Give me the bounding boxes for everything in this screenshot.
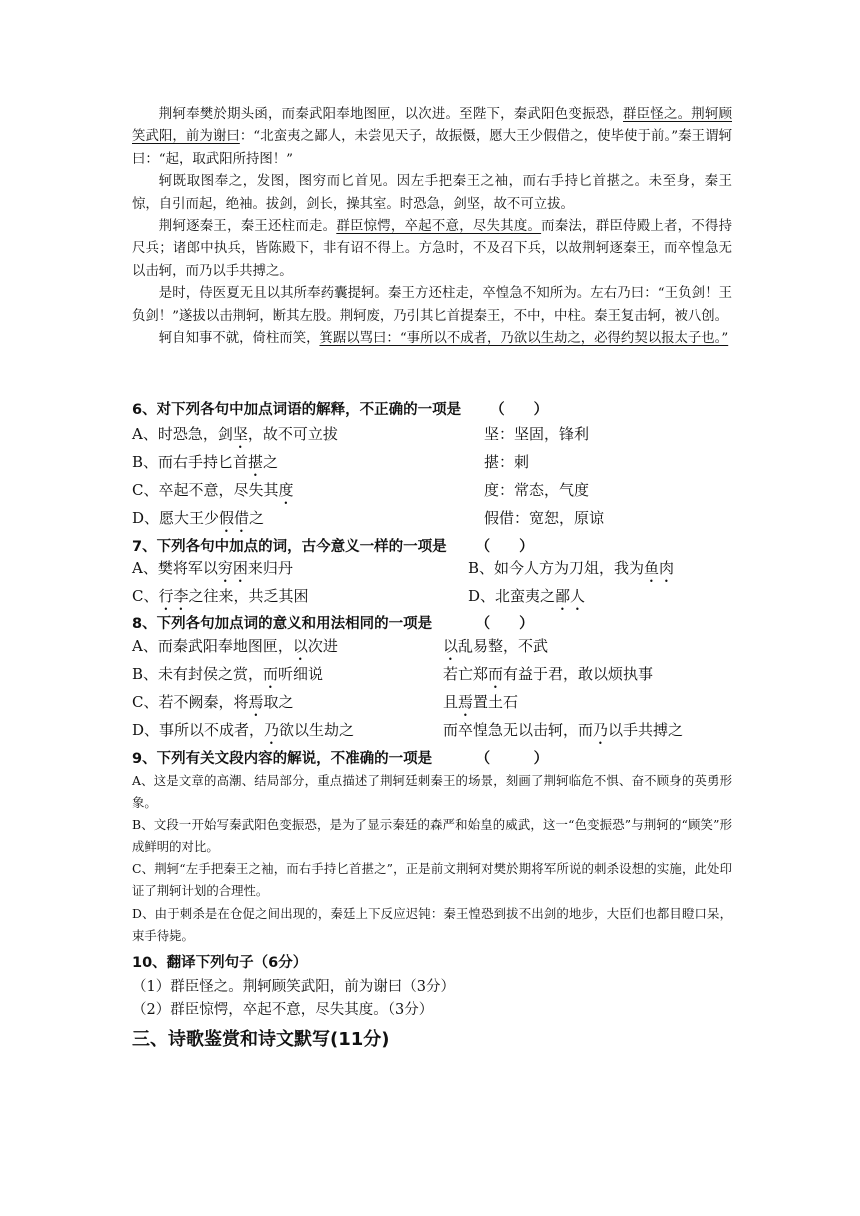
question-9-title: 9、下列有关文段内容的解说，不准确的一项是 （ ） — [132, 751, 549, 767]
underlined-sentence: 群臣怪之。荆轲顾笑武阳，前为谢曰 — [132, 107, 732, 145]
q6-explanation-c: 度：常态，气度 — [484, 481, 590, 499]
question-10-title: 10、翻译下列句子（6分） — [132, 955, 308, 971]
q6-option-a: A、时恐急，剑坚，故不可立拔 — [132, 425, 338, 443]
q8-option-a-right: 以乱易整，不武 — [443, 637, 549, 655]
q6-option-b: B、而右手持匕首揕之 — [132, 453, 279, 471]
q6-option-c: C、卒起不意，尽失其度 — [132, 481, 294, 499]
q8-option-a-left: A、而秦武阳奉地图匣，以次进 — [132, 637, 338, 655]
q8-option-b-right: 若亡郑而有益于君，敢以烦执事 — [443, 665, 654, 683]
classical-passage — [132, 104, 732, 350]
q7-option-b: B、如今人方为刀俎，我为鱼肉 — [468, 559, 675, 577]
question-8-title: 8、下列各句加点词的意义和用法相同的一项是 （ ） — [132, 616, 534, 632]
q6-option-d: D、愿大王少假借之 — [132, 509, 265, 527]
q6-explanation-d: 假借：宽恕，原谅 — [484, 509, 605, 527]
passage-paragraph-2: 轲既取图奉之，发图，图穷而匕首见。因左手把秦王之袖，而右手持匕首揕之。未至身，秦王惊，自引而起，绝袖。拔剑，剑长，操其室。时恐急，剑坚，故不可立拔。 — [132, 174, 732, 212]
q6-explanation-a: 坚：坚固，锋利 — [484, 425, 590, 443]
q8-option-b-left: B、未有封侯之赏，而听细说 — [132, 665, 324, 683]
q8-option-d-right: 而卒惶急无以击轲，而乃以手共搏之 — [443, 721, 684, 739]
q10-sentence-2: （2）群臣惊愕，卒起不意，尽失其度。（3分） — [132, 1002, 434, 1018]
q7-option-a: A、樊将军以穷困来归丹 — [132, 559, 293, 577]
passage-paragraph-5: 轲自知事不就，倚柱而笑，箕踞以骂曰：“事所以不成者，乃欲以生劫之，必得约契以报太子也。” — [158, 331, 729, 347]
q10-sentence-1: （1）群臣怪之。荆轲顾笑武阳，前为谢曰（3分） — [132, 979, 455, 995]
passage-paragraph-1: 荆轲奉樊於期头函，而秦武阳奉地图匣，以次进。至陛下，秦武阳色变振恐，群臣怪之。荆轲顾笑武阳，前为谢曰：“北蛮夷之鄙人，未尝见天子，故振慑，愿大王少假借之，使毕使于前。”秦王谓轲曰：“起，取武阳所持图！” — [132, 107, 732, 167]
passage-paragraph-4: 是时，侍医夏无且以其所奉药囊提轲。秦王方还柱走，卒惶急不知所为。左右乃曰：“王负剑！王负剑！”遂拔以击荆轲，断其左股。荆轲废，乃引其匕首提秦王，不中，中柱。秦王复击轲，被八创。 — [132, 286, 732, 324]
q9-option-b: B、文段一开始写秦武阳色变振恐，是为了显示秦廷的森严和始皇的威武，这一“色变振恐”与荆轲的“顾笑”形成鲜明的对比。 — [132, 817, 732, 854]
q9-option-d: D、由于刺杀是在仓促之间出现的，秦廷上下反应迟钝：秦王惶恐到拔不出剑的地步，大臣们也都目瞪口呆，束手待毙。 — [132, 906, 732, 943]
q8-option-d-left: D、事所以不成者，乃欲以生劫之 — [132, 721, 355, 739]
q9-option-a: A、这是文章的高潮、结局部分，重点描述了荆轲廷刺秦王的场景，刻画了荆轲临危不惧、奋不顾身的英勇形象。 — [132, 773, 732, 810]
q8-option-c-right: 且焉置土石 — [443, 693, 519, 711]
q8-option-c-left: C、若不阙秦，将焉取之 — [132, 693, 294, 711]
q6-explanation-b: 揕：刺 — [484, 453, 530, 471]
passage-paragraph-3: 荆轲逐秦王，秦王还柱而走。群臣惊愕，卒起不意，尽失其度。而秦法，群臣侍殿上者，不得持尺兵；诸郎中执兵，皆陈殿下，非有诏不得上。方急时，不及召下兵，以故荆轲逐秦王，而卒惶急无以击轲，而乃以手共搏之。 — [132, 219, 733, 279]
q7-option-c: C、行李之往来，共乏其困 — [132, 587, 309, 605]
q7-option-d: D、北蛮夷之鄙人 — [468, 587, 586, 605]
section-3-heading: 三、诗歌鉴赏和诗文默写(11分) — [132, 1029, 390, 1050]
underlined-sentence: 箕踞以骂曰：“事所以不成者，乃欲以生劫之，必得约契以报太子也。” — [319, 331, 729, 347]
q9-option-c: C、荆轲“左手把秦王之袖，而右手持匕首揕之”，正是前文荆轲对樊於期将军所说的刺杀设想的实施，此处印证了荆轲计划的合理性。 — [132, 861, 732, 898]
underlined-sentence: 群臣惊愕，卒起不意，尽失其度。 — [336, 219, 542, 235]
question-6-title: 6、对下列各句中加点词语的解释，不正确的一项是 （ ） — [132, 402, 549, 418]
question-7-title: 7、下列各句中加点的词，古今意义一样的一项是 （ ） — [132, 539, 534, 555]
